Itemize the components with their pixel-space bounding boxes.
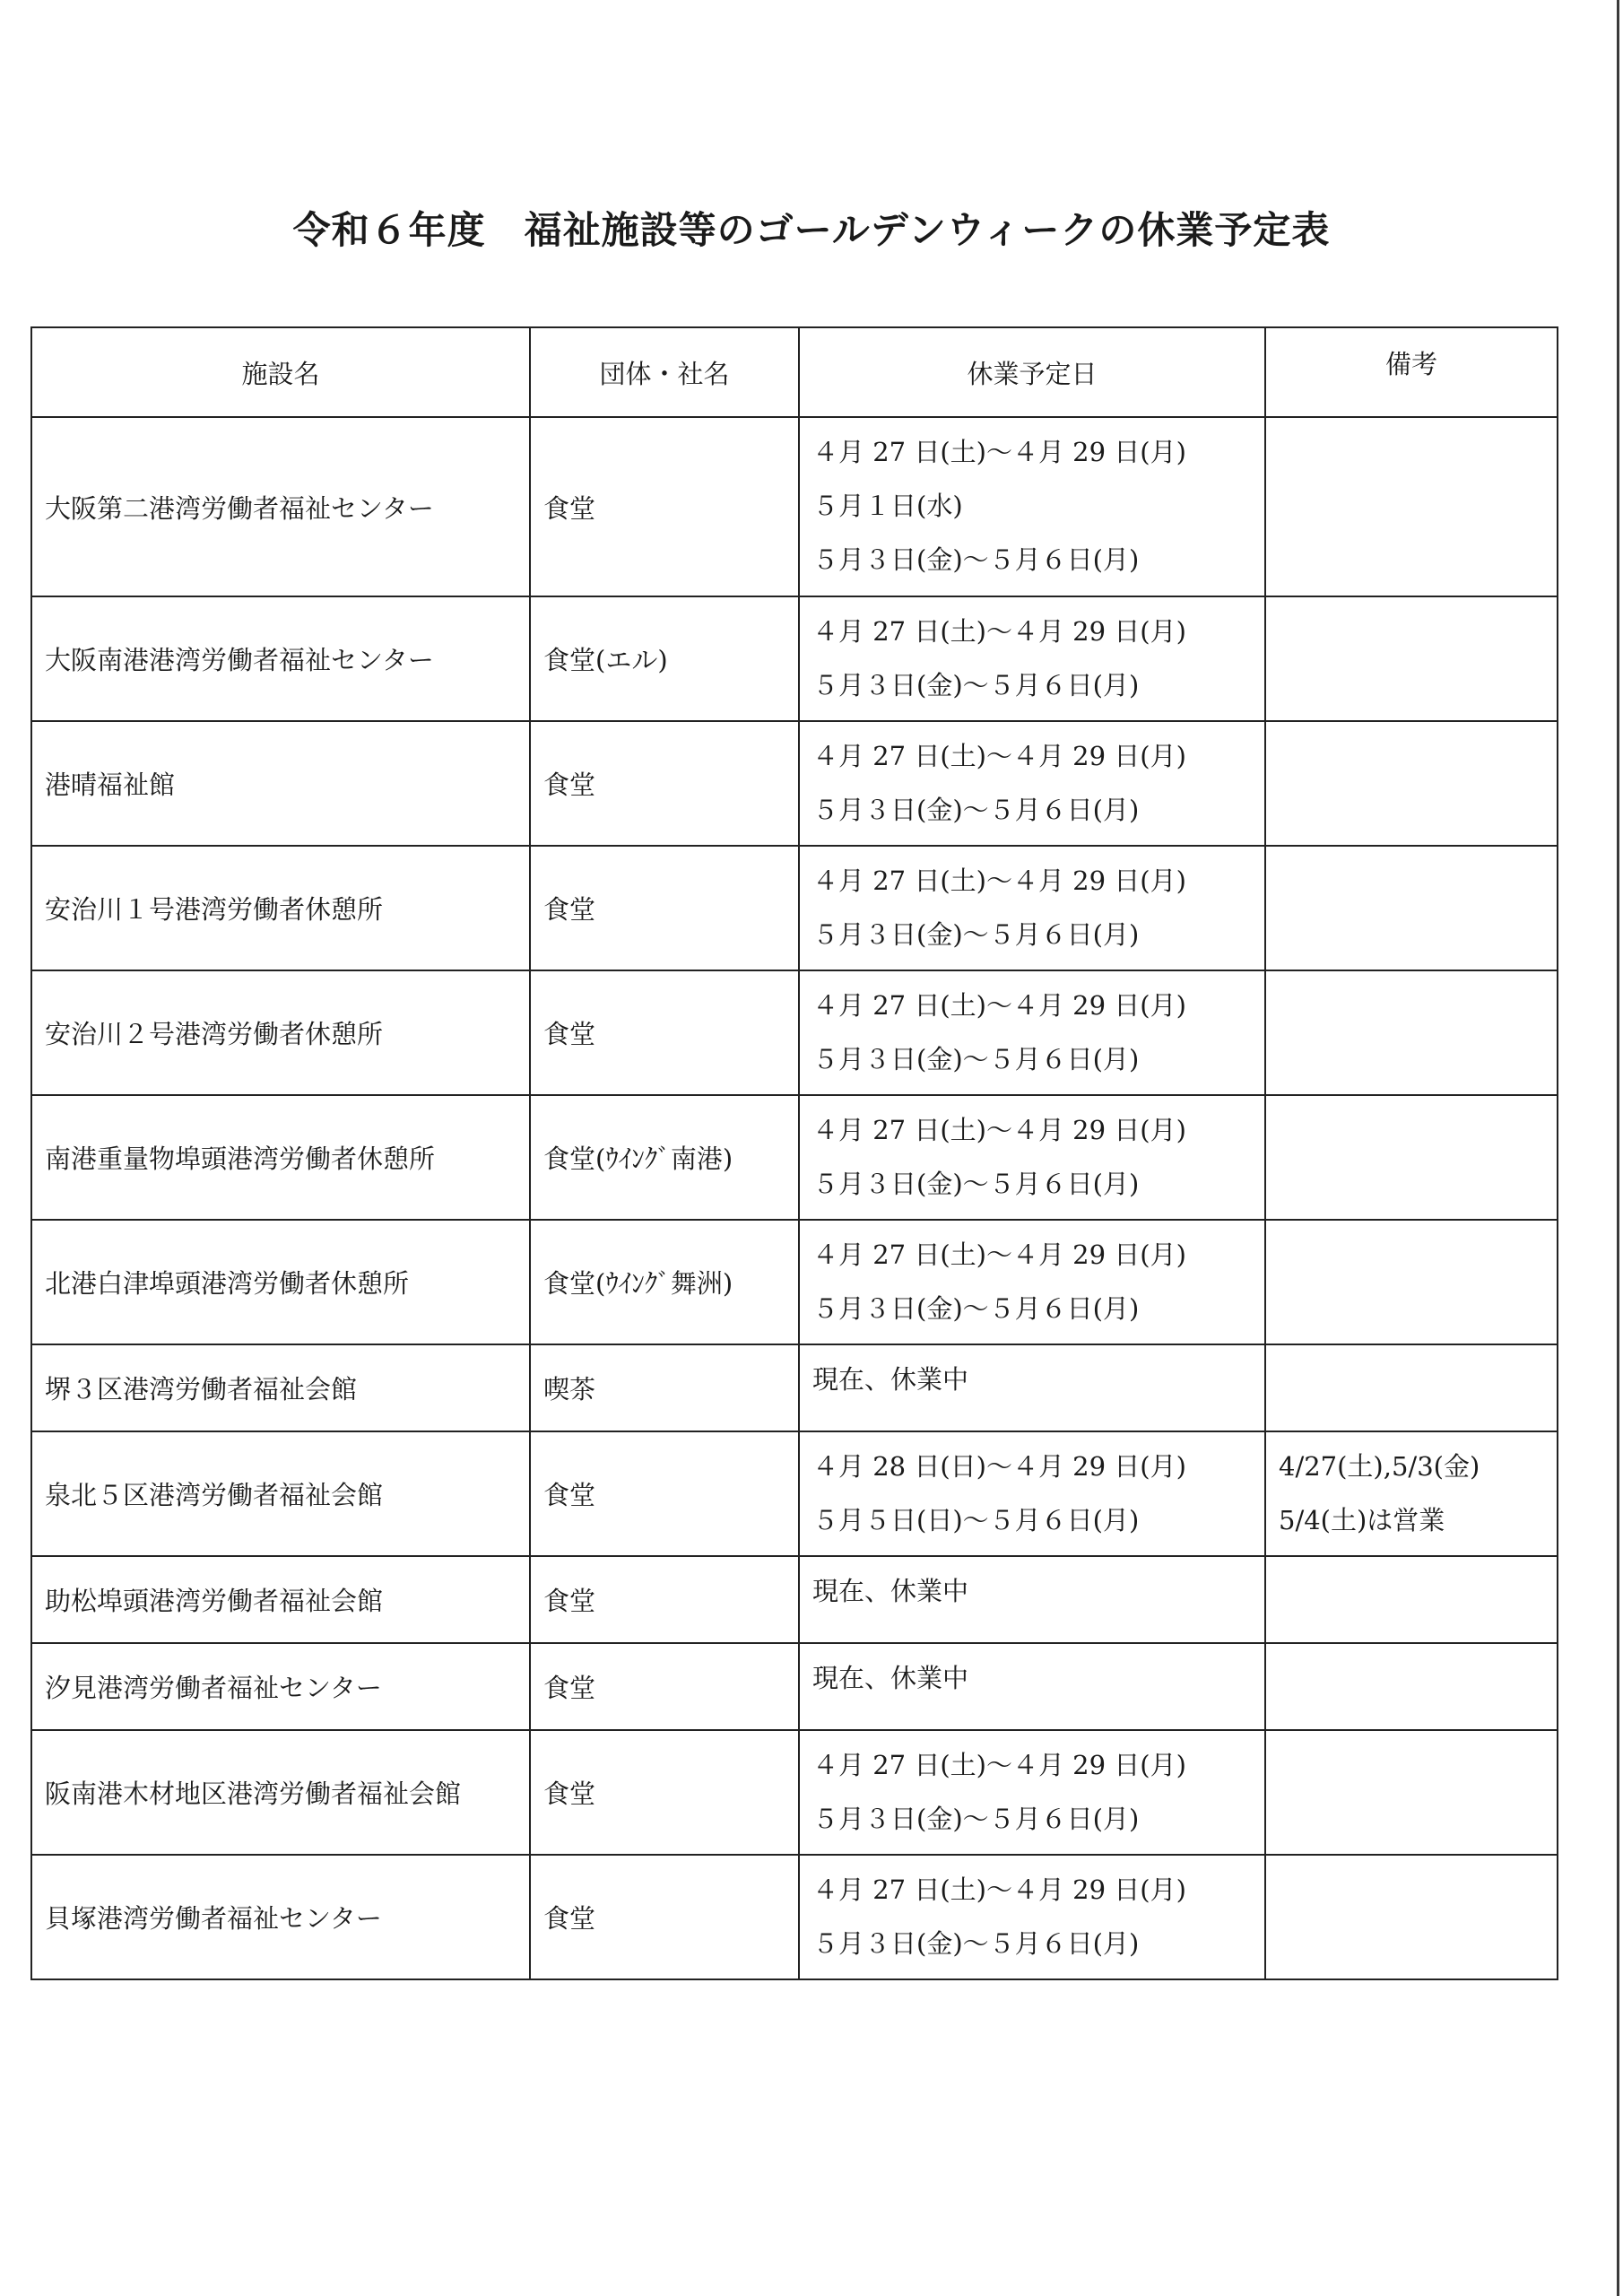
organization-cell: 食堂 [530, 417, 799, 596]
closure-dates-cell [799, 1095, 1265, 1220]
closure-schedule-table [30, 326, 1558, 1980]
facility-cell: 泉北５区港湾労働者福祉会館 [31, 1431, 530, 1556]
facility-cell: 南港重量物埠頭港湾労働者休憩所 [31, 1095, 530, 1220]
organization-cell: 食堂 [530, 1556, 799, 1643]
closure-date-line: ４月 27 日(土)～４月 29 日(月) [812, 437, 1186, 467]
organization-cell: 喫茶 [530, 1344, 799, 1431]
organization-cell: 食堂(エル) [530, 596, 799, 721]
closure-dates-cell [799, 1344, 1265, 1431]
facility-cell: 北港白津埠頭港湾労働者休憩所 [31, 1220, 530, 1344]
remarks-cell [1265, 1220, 1558, 1344]
closure-dates-cell [799, 596, 1265, 721]
closure-date-line: ５月１日(水) [812, 491, 963, 521]
closure-dates-cell [799, 417, 1265, 596]
remarks-cell [1265, 417, 1558, 596]
table-row [31, 1855, 1558, 1979]
closure-dates-cell [799, 846, 1265, 970]
table-row [31, 1643, 1558, 1730]
facility-cell: 汐見港湾労働者福祉センター [31, 1643, 530, 1730]
facility-cell: 堺３区港湾労働者福祉会館 [31, 1344, 530, 1431]
table-row [31, 1556, 1558, 1643]
closure-dates-cell [799, 1855, 1265, 1979]
table-row [31, 1095, 1558, 1220]
table-row [31, 417, 1558, 596]
closure-date-line: 現在、休業中 [812, 1576, 969, 1606]
remarks-cell [1265, 1431, 1558, 1556]
facility-cell: 大阪南港港湾労働者福祉センター [31, 596, 530, 721]
closure-date-line: 現在、休業中 [812, 1663, 969, 1693]
closure-dates-cell [799, 1431, 1265, 1556]
table-header-row [31, 327, 1558, 417]
table-row [31, 721, 1558, 846]
closure-date-line: ５月３日(金)～５月６日(月) [812, 795, 1140, 825]
closure-date-line: ４月 28 日(日)～４月 29 日(月) [812, 1451, 1186, 1482]
facility-cell: 安治川２号港湾労働者休憩所 [31, 970, 530, 1095]
table-row [31, 596, 1558, 721]
closure-dates-cell [799, 1730, 1265, 1855]
table-row [31, 1431, 1558, 1556]
header-remarks: 備考 [1265, 327, 1558, 417]
closure-date-line: ５月３日(金)～５月６日(月) [812, 670, 1140, 700]
closure-date-line: ４月 27 日(土)～４月 29 日(月) [812, 1115, 1186, 1145]
table-row [31, 1344, 1558, 1431]
closure-date-line: ５月３日(金)～５月６日(月) [812, 1044, 1140, 1074]
table-row [31, 970, 1558, 1095]
organization-cell: 食堂 [530, 721, 799, 846]
organization-cell: 食堂(ｳｲﾝｸﾞ南港) [530, 1095, 799, 1220]
remarks-cell [1265, 1643, 1558, 1730]
table-row [31, 846, 1558, 970]
closure-date-line: ４月 27 日(土)～４月 29 日(月) [812, 741, 1186, 771]
facility-cell: 助松埠頭港湾労働者福祉会館 [31, 1556, 530, 1643]
closure-date-line: ４月 27 日(土)～４月 29 日(月) [812, 616, 1186, 647]
organization-cell: 食堂 [530, 1855, 799, 1979]
organization-cell: 食堂 [530, 970, 799, 1095]
remarks-cell [1265, 1095, 1558, 1220]
closure-dates-cell [799, 1220, 1265, 1344]
remarks-cell [1265, 1344, 1558, 1431]
organization-cell: 食堂(ｳｲﾝｸﾞ舞洲) [530, 1220, 799, 1344]
closure-dates-cell [799, 1643, 1265, 1730]
header-facility: 施設名 [31, 327, 530, 417]
organization-cell: 食堂 [530, 1643, 799, 1730]
remarks-cell [1265, 1855, 1558, 1979]
closure-date-line: ５月３日(金)～５月６日(月) [812, 544, 1140, 575]
page-edge-shadow [1617, 0, 1619, 2296]
header-closure-dates: 休業予定日 [799, 327, 1265, 417]
closure-date-line: ５月３日(金)～５月６日(月) [812, 1804, 1140, 1834]
remark-line: 4/27(土),5/3(金) [1279, 1451, 1480, 1482]
closure-date-line: ５月５日(日)～５月６日(月) [812, 1505, 1140, 1535]
closure-date-line: ５月３日(金)～５月６日(月) [812, 1169, 1140, 1199]
closure-date-line: ５月３日(金)～５月６日(月) [812, 919, 1140, 950]
document-title: 令和６年度 福祉施設等のゴールデンウィークの休業予定表 [292, 208, 1331, 252]
facility-cell: 港晴福祉館 [31, 721, 530, 846]
closure-date-line: ４月 27 日(土)～４月 29 日(月) [812, 990, 1186, 1021]
remarks-cell [1265, 970, 1558, 1095]
remark-line: 5/4(土)は営業 [1279, 1505, 1445, 1535]
closure-date-line: ４月 27 日(土)～４月 29 日(月) [812, 1874, 1186, 1905]
closure-dates-cell [799, 1556, 1265, 1643]
closure-date-line: ５月３日(金)～５月６日(月) [812, 1293, 1140, 1324]
facility-cell: 阪南港木材地区港湾労働者福祉会館 [31, 1730, 530, 1855]
closure-date-line: ５月３日(金)～５月６日(月) [812, 1928, 1140, 1959]
closure-dates-cell [799, 970, 1265, 1095]
closure-date-line: ４月 27 日(土)～４月 29 日(月) [812, 865, 1186, 896]
remarks-cell [1265, 596, 1558, 721]
table-body [31, 417, 1558, 1979]
table-row [31, 1220, 1558, 1344]
closure-date-line: ４月 27 日(土)～４月 29 日(月) [812, 1239, 1186, 1270]
header-organization: 団体・社名 [530, 327, 799, 417]
facility-cell: 大阪第二港湾労働者福祉センター [31, 417, 530, 596]
table-row [31, 1730, 1558, 1855]
remarks-cell [1265, 846, 1558, 970]
remarks-cell [1265, 1730, 1558, 1855]
organization-cell: 食堂 [530, 1431, 799, 1556]
organization-cell: 食堂 [530, 846, 799, 970]
remarks-cell [1265, 1556, 1558, 1643]
closure-date-line: ４月 27 日(土)～４月 29 日(月) [812, 1750, 1186, 1780]
closure-date-line: 現在、休業中 [812, 1364, 969, 1395]
facility-cell: 安治川１号港湾労働者休憩所 [31, 846, 530, 970]
remarks-cell [1265, 721, 1558, 846]
closure-dates-cell [799, 721, 1265, 846]
organization-cell: 食堂 [530, 1730, 799, 1855]
facility-cell: 貝塚港湾労働者福祉センター [31, 1855, 530, 1979]
